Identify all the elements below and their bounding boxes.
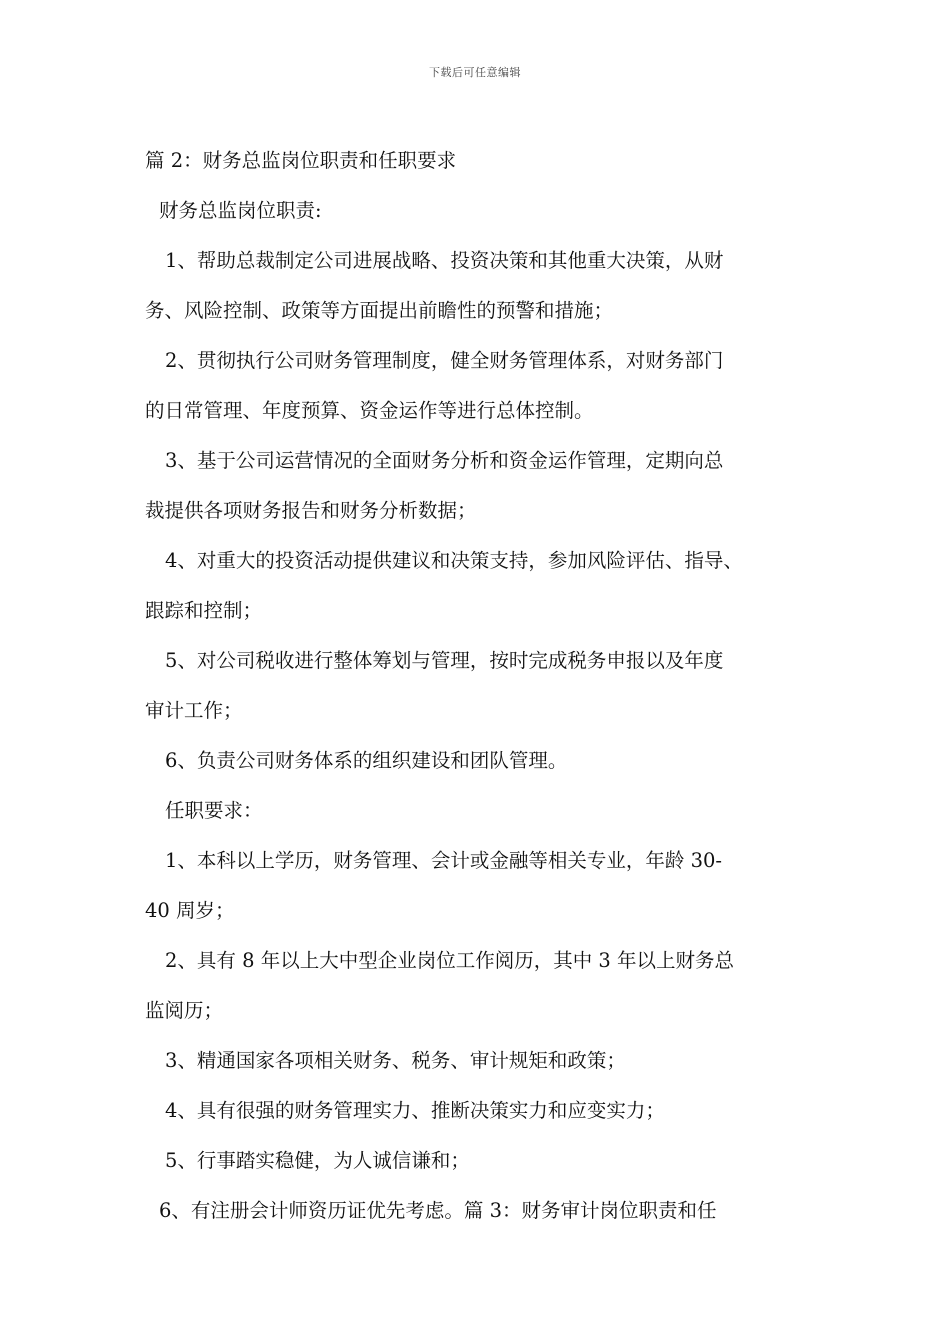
duty-item-6-line-1: 6、负责公司财务体系的组织建设和团队管理。 <box>165 749 568 772</box>
requirement-item-3-line-1: 3、精通国家各项相关财务、税务、审计规矩和政策； <box>165 1049 626 1072</box>
duties-heading: 财务总监岗位职责: <box>159 199 322 222</box>
requirement-item-6-line-1: 6、有注册会计师资历证优先考虑。篇 3：财务审计岗位职责和任 <box>159 1199 717 1222</box>
duty-item-4-line-2: 跟踪和控制； <box>145 599 263 622</box>
duty-item-2-line-2: 的日常管理、年度预算、资金运作等进行总体控制。 <box>145 399 594 422</box>
duty-item-4-line-1: 4、对重大的投资活动提供建议和决策支持，参加风险评估、指导、 <box>165 549 743 572</box>
duty-item-5-line-2: 审计工作； <box>145 699 243 722</box>
requirement-item-4-line-1: 4、具有很强的财务管理实力、推断决策实力和应变实力； <box>165 1099 665 1122</box>
requirements-heading: 任职要求： <box>165 799 263 822</box>
duty-item-2-line-1: 2、贯彻执行公司财务管理制度，健全财务管理体系，对财务部门 <box>165 349 724 372</box>
page-header-note: 下载后可任意编辑 <box>429 66 521 79</box>
document-body <box>145 136 825 1236</box>
duty-item-3-line-1: 3、基于公司运营情况的全面财务分析和资金运作管理，定期向总 <box>165 449 724 472</box>
duty-item-1-line-2: 务、风险控制、政策等方面提出前瞻性的预警和措施； <box>145 299 614 322</box>
duty-item-5-line-1: 5、对公司税收进行整体筹划与管理，按时完成税务申报以及年度 <box>165 649 724 672</box>
duty-item-1-line-1: 1、帮助总裁制定公司进展战略、投资决策和其他重大决策，从财 <box>165 249 724 272</box>
section-title: 篇 2：财务总监岗位职责和任职要求 <box>145 149 457 172</box>
requirement-item-2-line-1: 2、具有 8 年以上大中型企业岗位工作阅历，其中 3 年以上财务总 <box>165 949 735 972</box>
requirement-item-5-line-1: 5、行事踏实稳健，为人诚信谦和； <box>165 1149 470 1172</box>
requirement-item-1-line-1: 1、本科以上学历，财务管理、会计或金融等相关专业，年龄 30- <box>165 849 723 872</box>
duty-item-3-line-2: 裁提供各项财务报告和财务分析数据； <box>145 499 477 522</box>
requirement-item-1-line-2: 40 周岁； <box>145 899 235 922</box>
requirement-item-2-line-2: 监阅历； <box>145 999 224 1022</box>
